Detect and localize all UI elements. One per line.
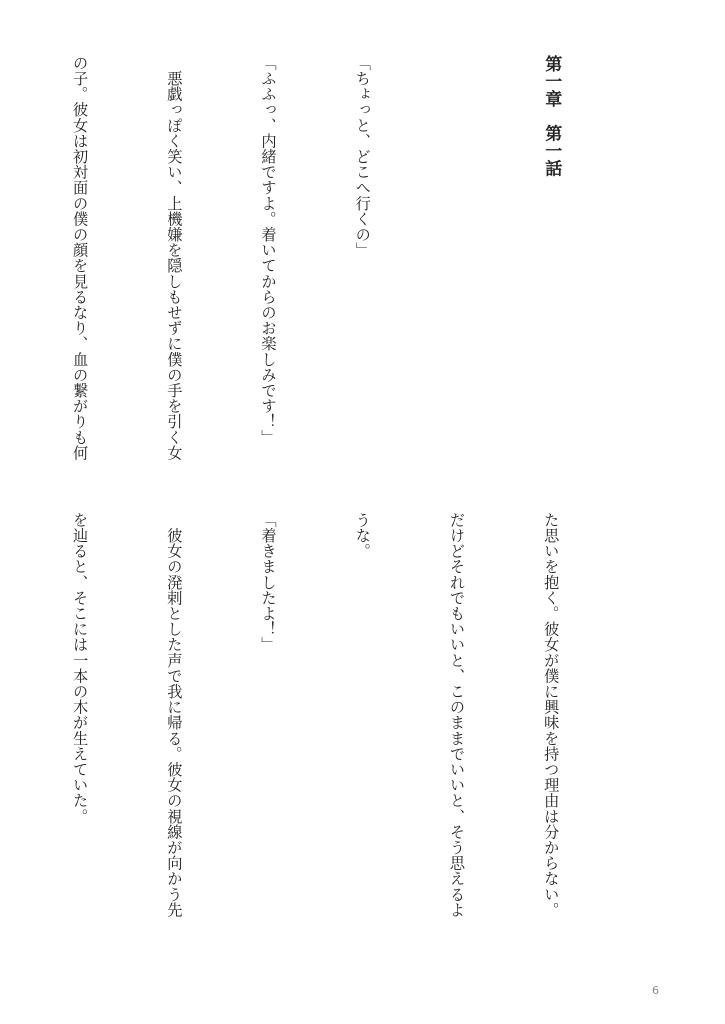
page-number: 6 [652, 984, 659, 997]
text-line: 「ちょっと、どこへ行くの」 [353, 55, 372, 258]
text-line: た思いを抱く。彼女が僕に興味を持つ理由は分からない。 [542, 512, 561, 918]
upper-text-block [49, 55, 629, 480]
text-line: 彼女の溌剌とした声で我に帰る。彼女の視線が向かう先 [165, 512, 184, 918]
text-line: だけどそれでもいいと、このままでいいと、そう思えるよ [447, 512, 466, 918]
text-line: 「着きましたよ！」 [259, 512, 278, 653]
text-line [0, 55, 1, 480]
text-line: うな。 [353, 512, 372, 559]
lower-text-block [71, 512, 629, 937]
text-line [0, 512, 1, 937]
chapter-title: 第一章 第一話 [541, 55, 562, 177]
text-line [441, 55, 472, 480]
text-line: 悪戯っぽく笑い、上機嫌を隠しもせずに僕の手を引く女 [165, 55, 184, 461]
text-line: 「ふふっ、内緒ですよ。着いてからのお楽しみです！」 [259, 55, 278, 445]
text-line: の子。彼女は初対面の僕の顔を見るなり、血の繋がりも何 [71, 55, 90, 461]
text-line: を辿ると、そこには一本の木が生えていた。 [71, 512, 90, 824]
